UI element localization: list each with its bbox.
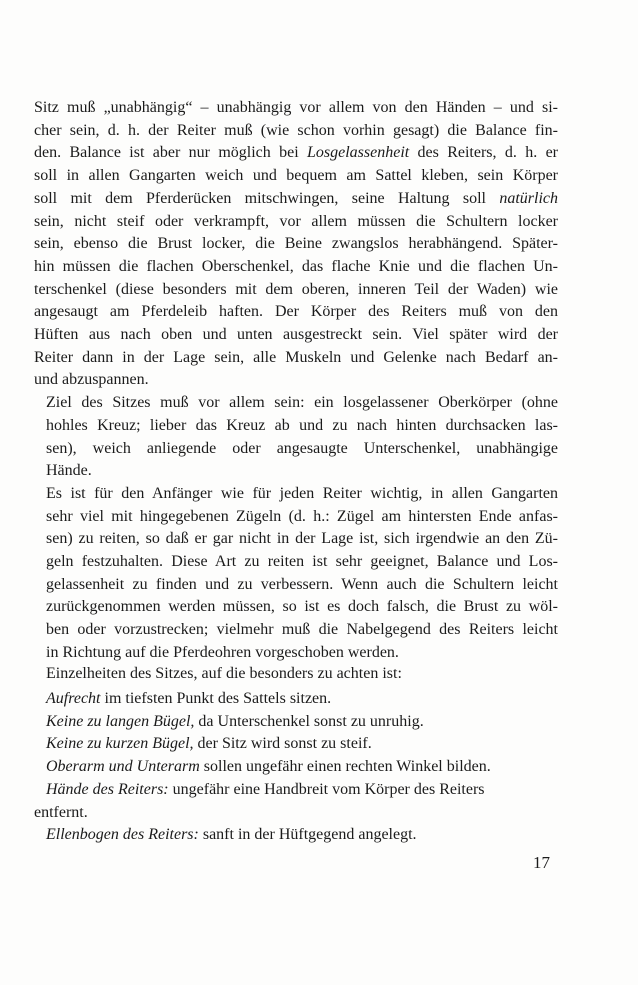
text-run: sen), weich anliegende oder angesaugte Unterschenkel, unabhängige — [46, 439, 558, 457]
detail-text: der Sitz wird sonst zu steif. — [193, 735, 372, 753]
detail-term: Aufrecht — [46, 690, 101, 707]
detail-item — [34, 779, 558, 824]
paragraph — [34, 483, 558, 665]
detail-item — [46, 733, 558, 756]
detail-term: Keine zu langen Bügel, — [46, 712, 195, 730]
detail-text: sanft in der Hüftgegend angelegt. — [198, 826, 417, 844]
page-number: 17 — [533, 853, 550, 872]
text-run: terschenkel (diese besonders mit dem oberen, inneren Teil der Waden) wie — [34, 280, 558, 298]
text-run: Hüften aus nach oben und unten ausgestreckt sein. Viel später wird der — [34, 326, 558, 344]
text-run: in Richtung auf die Pferdeohren vorgeschoben werden. — [46, 643, 399, 661]
text-line — [34, 165, 558, 188]
detail-term: Ellenbogen des Reiters: — [46, 826, 199, 844]
detail-item — [46, 711, 558, 734]
text-run: sein, nicht steif oder verkrampft, vor allem müssen die Schultern locker — [34, 212, 558, 230]
text-line — [34, 460, 558, 483]
text-line — [34, 233, 558, 256]
text-line — [34, 188, 558, 211]
text-run: hin müssen die flachen Oberschenkel, das flache Knie und die flachen Un- — [34, 257, 558, 275]
details-heading: Einzelheiten des Sitzes, auf die besonders zu achten ist: — [46, 665, 402, 682]
text-run: geln festzuhalten. Diese Art zu reiten ist sehr geeignet, Balance und Los- — [46, 553, 558, 571]
detail-text: im tiefsten Punkt des Sattels sitzen. — [100, 690, 332, 707]
text-run: soll in allen Gangarten weich und bequem am Sattel kleben, sein Körper — [34, 167, 558, 185]
text-run: hohles Kreuz; lieber das Kreuz ab und zu nach hinten durchsacken las- — [46, 416, 558, 434]
emphasized-text: Losgelassenheit — [306, 144, 410, 162]
details-list — [34, 688, 558, 847]
text-run: cher sein, d. h. der Reiter muß (wie schon vorhin gesagt) die Balance fin- — [34, 121, 558, 139]
text-run: zurückgenommen werden müssen, so ist es doch falsch, die Brust zu wöl- — [46, 598, 558, 616]
emphasized-text: natürlich — [499, 189, 558, 207]
text-line — [34, 528, 558, 551]
text-run: sen) zu reiten, so daß er gar nicht in der Lage ist, sich irgendwie an den Zü- — [46, 530, 558, 548]
detail-item — [46, 824, 558, 847]
text-run: Hände. — [46, 462, 92, 480]
text-line — [34, 574, 558, 597]
text-run: Ziel des Sitzes muß vor allem sein: ein losgelassener Oberkörper (ohne — [46, 394, 558, 412]
detail-term: Oberarm und Unterarm — [46, 758, 200, 776]
paragraph — [34, 97, 558, 392]
text-line — [34, 619, 558, 642]
detail-item — [46, 688, 558, 711]
paragraph — [34, 392, 558, 483]
text-line — [34, 642, 558, 665]
text-line — [34, 97, 558, 120]
text-line — [34, 483, 558, 506]
detail-item — [46, 756, 558, 779]
detail-text: ungefähr eine Handbreit vom Körper des Reiters — [168, 780, 485, 798]
text-line — [34, 120, 558, 143]
text-line — [34, 142, 558, 165]
text-run: des Reiters, d. h. er — [409, 144, 558, 162]
text-run: ben oder vorzustrecken; vielmehr muß die Nabelgegend des Reiters leicht — [46, 621, 558, 639]
text-line — [34, 438, 558, 461]
text-run: sein, ebenso die Brust locker, die Beine zwangslos herabhängend. Später- — [34, 235, 558, 253]
detail-term: Hände des Reiters: — [46, 780, 169, 798]
text-run: und abzuspannen. — [34, 371, 149, 389]
text-line — [34, 369, 558, 392]
text-line — [34, 415, 558, 438]
detail-text: da Unterschenkel sonst zu unruhig. — [194, 712, 424, 730]
text-line — [34, 551, 558, 574]
text-run: Sitz muß „unabhängig“ – unabhängig vor allem von den Händen – und si- — [34, 99, 558, 116]
text-line — [34, 324, 558, 347]
text-run: gelassenheit zu finden und zu verbessern. Wenn auch die Schultern leicht — [46, 575, 558, 593]
text-line — [34, 211, 558, 234]
text-run: Reiter dann in der Lage sein, alle Muskeln und Gelenke nach Bedarf an- — [34, 348, 558, 366]
detail-term: Keine zu kurzen Bügel, — [46, 735, 194, 753]
text-run: sehr viel mit hingegebenen Zügeln (d. h.: Zügel am hintersten Ende anfas- — [46, 507, 558, 525]
text-line — [34, 392, 558, 415]
text-line — [34, 347, 558, 370]
detail-text: sollen ungefähr einen rechten Winkel bilden. — [199, 758, 491, 776]
text-line — [34, 256, 558, 279]
main-text-block — [34, 97, 558, 665]
text-run: Es ist für den Anfänger wie für jeden Reiter wichtig, in allen Gangarten — [46, 484, 558, 502]
text-line — [34, 506, 558, 529]
text-line — [34, 301, 558, 324]
text-run: den. Balance ist aber nur möglich bei — [34, 144, 307, 162]
detail-continuation: entfernt. — [34, 803, 88, 821]
text-run: angesaugt am Pferdeleib haften. Der Körper des Reiters muß von den — [34, 303, 558, 321]
text-line — [34, 279, 558, 302]
text-line — [34, 596, 558, 619]
text-run: soll mit dem Pferderücken mitschwingen, seine Haltung soll — [34, 189, 500, 207]
